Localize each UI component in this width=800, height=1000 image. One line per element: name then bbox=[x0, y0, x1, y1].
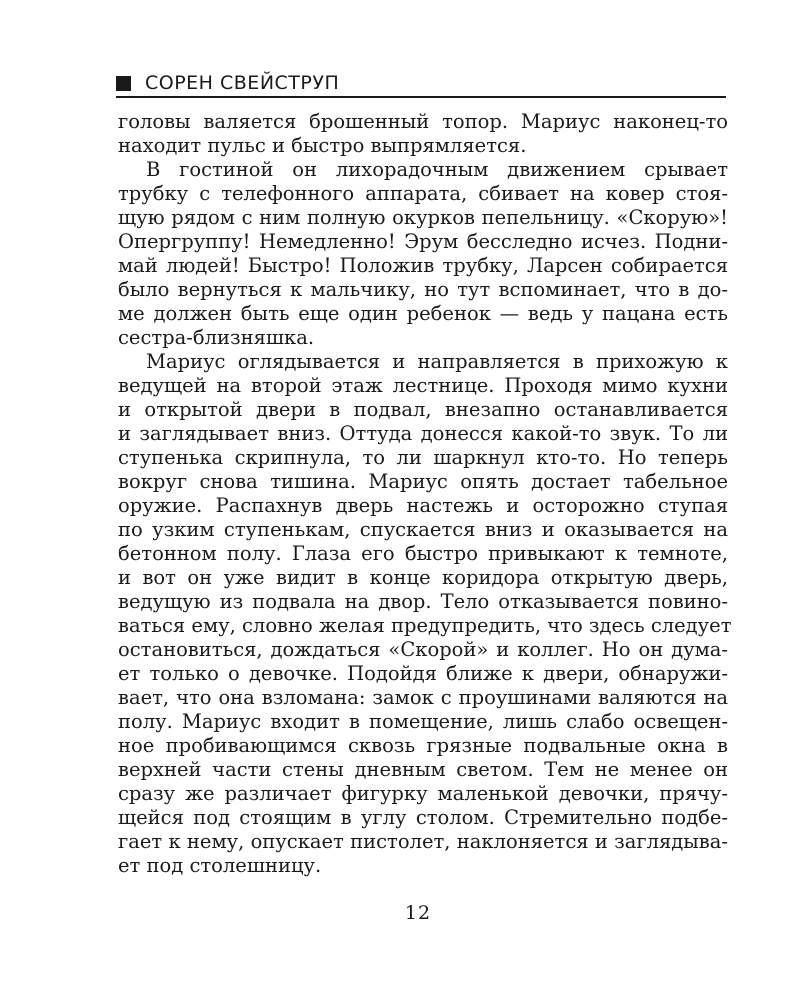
text-line: ступенька скрипнула, то ли шаркнул кто-то. Но теперь bbox=[118, 446, 728, 469]
text-line: Опергруппу! Немедленно! Эрум бесследно исчез. Подни- bbox=[118, 230, 728, 253]
text-line: гает к нему, опускает пистолет, наклоняется и заглядыва- bbox=[118, 830, 728, 853]
text-line: по узким ступенькам, спускается вниз и оказывается на bbox=[118, 518, 728, 541]
running-head-author: СОРЕН СВЕЙСТРУП bbox=[145, 72, 340, 94]
text-line: бетонном полу. Глаза его быстро привыкают к темноте, bbox=[118, 542, 728, 565]
text-line: май людей! Быстро! Положив трубку, Ларсен собирается bbox=[118, 254, 728, 277]
text-line: ме должен быть еще один ребенок — ведь у пацана есть bbox=[118, 302, 728, 325]
text-line: полу. Мариус входит в помещение, лишь слабо освещен- bbox=[118, 710, 728, 733]
text-line: щейся под стоящим в углу столом. Стремительно подбе- bbox=[118, 806, 728, 829]
text-line: ет только о девочке. Подойдя ближе к двери, обнаружи- bbox=[118, 662, 728, 685]
text-line: ваться ему, словно желая предупредить, что здесь следует bbox=[118, 614, 732, 637]
text-line: и открытой двери в подвал, внезапно останавливается bbox=[118, 398, 728, 421]
square-bullet-icon bbox=[116, 76, 131, 91]
text-line: щую рядом с ним полную окурков пепельницу. «Скорую»! bbox=[118, 206, 728, 229]
text-line: было вернуться к мальчику, но тут вспоминает, что в до- bbox=[118, 278, 728, 301]
running-head bbox=[116, 70, 726, 98]
text-line: сразу же различает фигурку маленькой девочки, прячу- bbox=[118, 782, 728, 805]
text-line: оружие. Распахнув дверь настежь и осторожно ступая bbox=[118, 494, 728, 517]
text-line: и заглядывает вниз. Оттуда донесся какой-то звук. То ли bbox=[118, 422, 728, 445]
text-line: вокруг снова тишина. Мариус опять достает табельное bbox=[118, 470, 728, 493]
text-line: остановиться, дождаться «Скорой» и коллег. Но он дума- bbox=[118, 638, 728, 661]
body-text bbox=[118, 110, 732, 878]
text-line: вает, что она взломана: замок с проушинами валяются на bbox=[118, 686, 728, 709]
text-line: находит пульс и быстро выпрямляется. bbox=[118, 134, 527, 157]
text-line: и вот он уже видит в конце коридора открытую дверь, bbox=[118, 566, 728, 589]
page-number: 12 bbox=[404, 902, 432, 924]
text-line: головы валяется брошенный топор. Мариус наконец-то bbox=[118, 110, 728, 133]
text-line: Мариус оглядывается и направляется в прихожую к bbox=[146, 350, 728, 373]
text-line: верхней части стены дневным светом. Тем не менее он bbox=[118, 758, 728, 781]
text-line: ное пробивающимся сквозь грязные подвальные окна в bbox=[118, 734, 728, 757]
text-line: сестра-близняшка. bbox=[118, 326, 315, 349]
text-line: ведущей на второй этаж лестнице. Проходя мимо кухни bbox=[118, 374, 728, 397]
text-line: ведущую из подвала на двор. Тело отказывается повино- bbox=[118, 590, 728, 613]
text-line: ет под столешницу. bbox=[118, 854, 322, 877]
text-line: В гостиной он лихорадочным движением срывает bbox=[146, 158, 728, 181]
text-line: трубку с телефонного аппарата, сбивает на ковер стоя- bbox=[118, 182, 728, 205]
